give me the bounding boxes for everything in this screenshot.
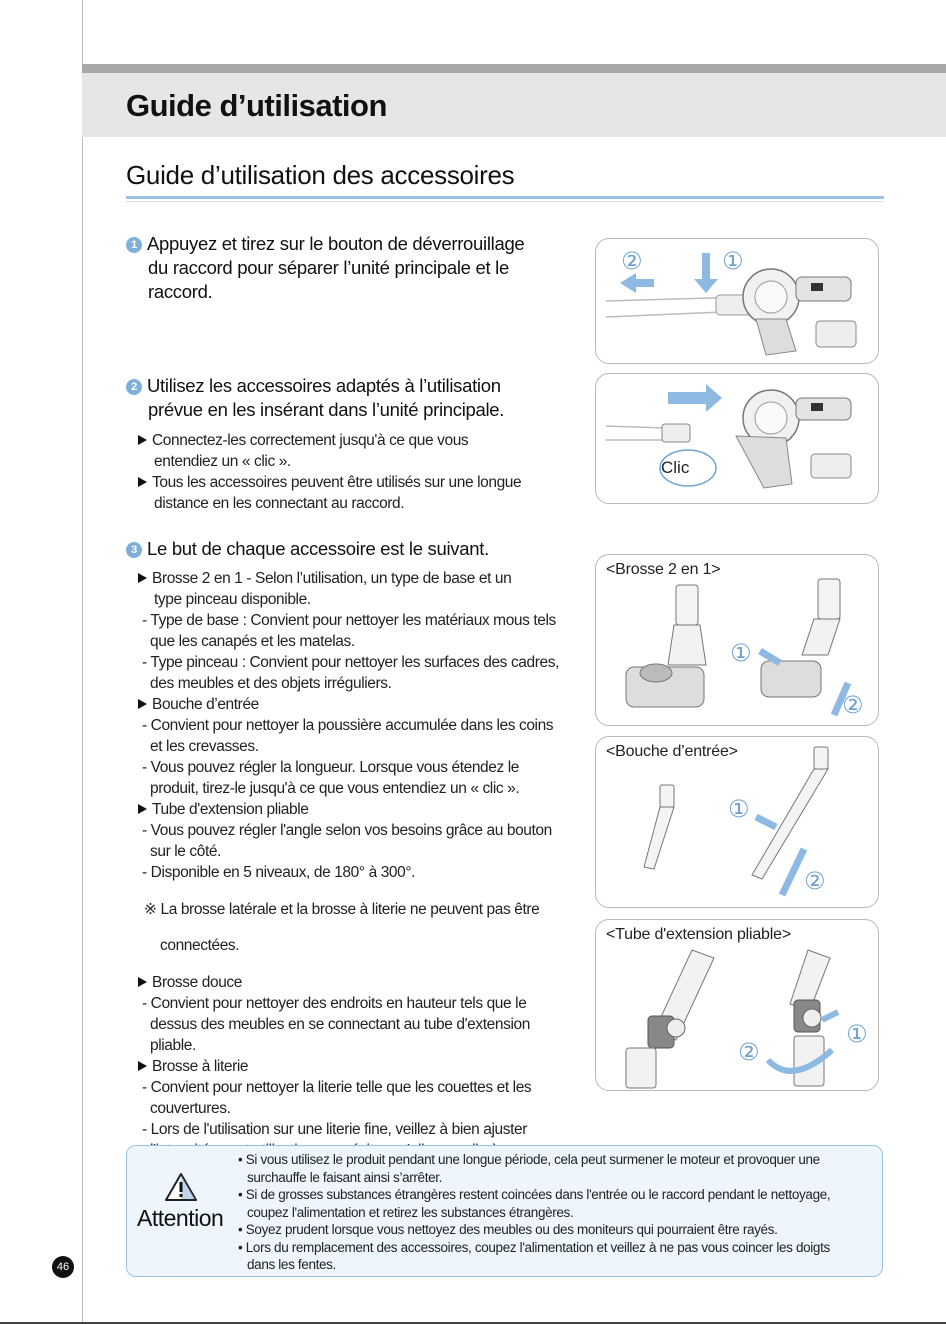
accessory-desc: produit, tirez-le jusqu'à ce que vous entendiez un « clic ». xyxy=(150,780,520,797)
bullet-arrow-icon xyxy=(138,573,147,583)
step-3-line-1: Le but de chaque accessoire est le suivant. xyxy=(147,538,489,559)
attention-list xyxy=(238,1151,868,1274)
step-1 xyxy=(126,232,524,304)
accessory-note: ※ La brosse latérale et la brosse à literie ne peuvent pas être xyxy=(144,900,540,918)
accessory-title: Brosse douce xyxy=(152,973,242,991)
marker-1: ① xyxy=(722,248,744,275)
illustration-crevice-nozzle xyxy=(595,736,879,908)
attention-item: surchauffe le faisant ainsi s’arrêter. xyxy=(247,1169,443,1185)
accessory-desc: - Vous pouvez régler la longueur. Lorsque vous étendez le xyxy=(142,759,520,776)
marker-1: ① xyxy=(730,640,752,667)
bullet-arrow-icon xyxy=(138,477,147,487)
bullet-arrow-icon xyxy=(138,699,147,709)
accessory-title: Tube d'extension pliable xyxy=(152,801,309,818)
accessory-desc: - Convient pour nettoyer la poussière accumulée dans les coins xyxy=(142,717,554,734)
accessory-desc: - Lors de l'utilisation sur une literie fine, veillez à bien ajuster xyxy=(142,1120,527,1138)
step-2-line-2: prévue en les insérant dans l’unité principale. xyxy=(148,399,505,420)
illustration-foldable-tube xyxy=(595,919,879,1091)
marker-2: ② xyxy=(621,248,643,275)
accessory-desc: - Convient pour nettoyer des endroits en hauteur tels que le xyxy=(142,994,527,1012)
accessory-desc: - Disponible en 5 niveaux, de 180° à 300°. xyxy=(142,864,416,881)
accessory-title: Bouche d’entrée xyxy=(152,696,259,713)
bullet-text: Tous les accessoires peuvent être utilisés sur une longue xyxy=(152,474,522,491)
illustration-attach xyxy=(595,373,879,504)
step-1-line-2: du raccord pour séparer l’unité principale et le xyxy=(148,257,509,278)
step-number-1: 1 xyxy=(126,237,142,253)
accessory-title: Brosse 2 en 1 - Selon l’utilisation, un type de base et un xyxy=(152,570,512,587)
step-2-line-1: Utilisez les accessoires adaptés à l’utilisation xyxy=(147,375,501,396)
accessory-title: Brosse à literie xyxy=(152,1057,249,1075)
accessory-desc: - Type pinceau : Convient pour nettoyer les surfaces des cadres, xyxy=(142,654,559,671)
panel-label: <Brosse 2 en 1> xyxy=(606,561,721,578)
step-number-3: 3 xyxy=(126,542,142,558)
panel-label: <Tube d'extension pliable> xyxy=(606,926,791,943)
bullet-arrow-icon xyxy=(138,435,147,445)
vacuum-attach-drawing xyxy=(596,374,879,504)
step-3 xyxy=(126,537,489,561)
bullet-arrow-icon xyxy=(138,977,147,987)
accessory-list xyxy=(138,568,559,1182)
section-title: Guide d’utilisation des accessoires xyxy=(126,160,515,190)
page-number: 46 xyxy=(52,1256,74,1278)
step-1-line-3: raccord. xyxy=(148,281,213,302)
attention-item: • Si vous utilisez le produit pendant une longue période, cela peut surmener le moteur et provoquer une xyxy=(238,1152,820,1167)
illustration-brush-2in1 xyxy=(595,554,879,726)
marker-1: ① xyxy=(846,1021,868,1048)
bullet-text: Connectez-les correctement jusqu'à ce que vous xyxy=(152,432,469,449)
attention-item: • Si de grosses substances étrangères restent coincées dans l'entrée ou le raccord pendant le nettoyage, xyxy=(238,1187,831,1202)
marker-2: ② xyxy=(842,692,864,719)
section-divider xyxy=(126,196,884,199)
attention-item: • Soyez prudent lorsque vous nettoyez des meubles ou des moniteurs qui pourraient être rayés. xyxy=(238,1222,778,1237)
attention-item: • Lors du remplacement des accessoires, coupez l'alimentation et veillez à ne pas vous coincer les doigts xyxy=(238,1239,830,1255)
margin-line xyxy=(82,0,83,1324)
attention-item: dans les fentes. xyxy=(247,1257,336,1272)
step-2 xyxy=(126,374,504,422)
marker-2: ② xyxy=(738,1039,760,1066)
accessory-desc: sur le côté. xyxy=(150,843,222,860)
accessory-desc: - Convient pour nettoyer la literie telle que les couettes et les xyxy=(142,1078,532,1096)
attention-item: coupez l'alimentation et retirez les substances étrangères. xyxy=(247,1204,574,1220)
accessory-desc: et les crevasses. xyxy=(150,738,259,755)
accessory-desc: dessus des meubles en se connectant au tube d'extension xyxy=(150,1015,530,1033)
bullet-text: entendiez un « clic ». xyxy=(154,453,291,470)
panel-label: <Bouche d’entrée> xyxy=(606,743,738,760)
accessory-desc: - Type de base : Convient pour nettoyer les matériaux mous tels xyxy=(142,612,556,629)
marker-1: ① xyxy=(728,796,750,823)
accessory-desc: pliable. xyxy=(150,1036,196,1054)
bullet-arrow-icon xyxy=(138,1061,147,1071)
step-2-bullets xyxy=(138,430,521,514)
accessory-title: type pinceau disponible. xyxy=(154,591,311,608)
click-callout: Clic xyxy=(661,458,690,477)
bullet-text: distance en les connectant au raccord. xyxy=(154,495,405,512)
warning-icon xyxy=(164,1172,198,1202)
accessory-desc: des meubles et des objets irréguliers. xyxy=(150,675,392,692)
marker-2: ② xyxy=(804,868,826,895)
accessory-desc: couvertures. xyxy=(150,1099,231,1117)
page-title: Guide d’utilisation xyxy=(126,88,387,123)
accessory-desc: que les canapés et les matelas. xyxy=(150,633,355,650)
step-number-2: 2 xyxy=(126,379,142,395)
accessory-note: connectées. xyxy=(160,937,240,954)
accessory-desc: - Vous pouvez régler l'angle selon vos besoins grâce au bouton xyxy=(142,822,552,839)
section-divider-thin xyxy=(126,201,884,202)
illustration-detach xyxy=(595,238,879,364)
step-1-line-1: Appuyez et tirez sur le bouton de déverrouillage xyxy=(147,233,525,254)
bullet-arrow-icon xyxy=(138,804,147,814)
attention-label: Attention xyxy=(137,1205,224,1231)
